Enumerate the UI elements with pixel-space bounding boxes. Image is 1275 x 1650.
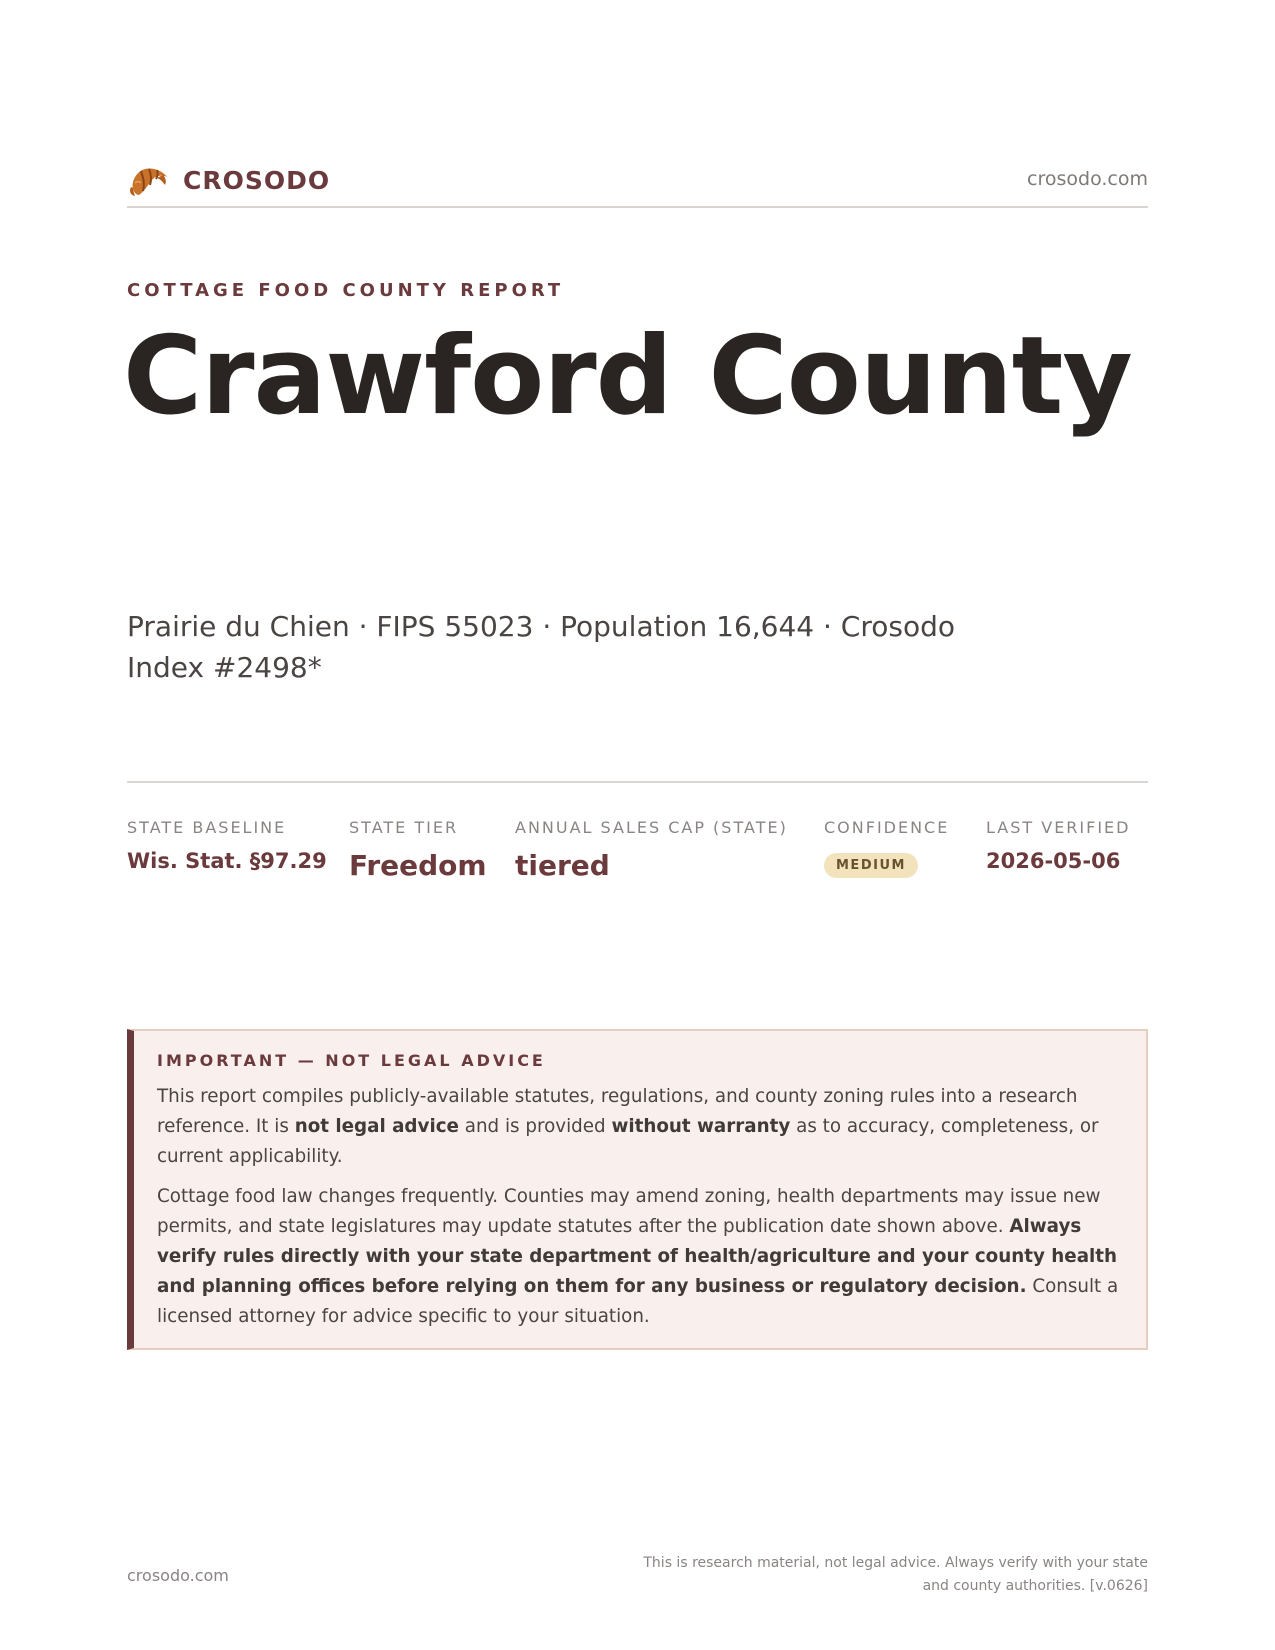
croissant-icon — [127, 161, 171, 199]
notice-emphasis: without warranty — [611, 1116, 791, 1137]
stat-value: Freedom — [349, 849, 487, 882]
stat-label: LAST VERIFIED — [986, 818, 1131, 837]
brand-name: CROSODO — [183, 165, 331, 195]
stat-label: STATE TIER — [349, 818, 459, 837]
site-url[interactable]: crosodo.com — [1027, 168, 1148, 190]
notice-text: as to accuracy, completeness, or current applicability. — [157, 1116, 1099, 1167]
page-header — [127, 158, 1148, 208]
notice-text: Consult a licensed attorney for advice specific to your situation. — [157, 1276, 1119, 1327]
stat-confidence — [824, 818, 949, 878]
stat-state-tier — [349, 818, 487, 882]
stat-label: CONFIDENCE — [824, 818, 950, 837]
footer-disclaimer: This is research material, not legal advice. Always verify with your state and county authorities. [v.0626] — [643, 1555, 1148, 1594]
report-subtitle: Prairie du Chien · FIPS 55023 · Population 16,644 · Crosodo Index #2498* — [127, 610, 956, 684]
report-eyebrow: COTTAGE FOOD COUNTY REPORT — [127, 280, 565, 301]
notice-text: This report compiles publicly-available statutes, regulations, and county zoning rules into a research reference. It is — [157, 1086, 1078, 1137]
page-title: Crawford County — [123, 314, 1132, 439]
notice-paragraph — [157, 1182, 1120, 1332]
stat-value: 2026-05-06 — [986, 849, 1121, 873]
notice-emphasis: not legal advice — [294, 1116, 459, 1137]
notice-text: Cottage food law changes frequently. Counties may amend zoning, health departments may issue new permits, and state legislatures may update statutes after the publication date shown above. — [157, 1186, 1101, 1237]
stat-state-baseline — [127, 818, 327, 873]
notice-paragraph — [157, 1082, 1120, 1172]
notice-title: IMPORTANT — NOT LEGAL ADVICE — [157, 1051, 546, 1070]
stat-label: ANNUAL SALES CAP (STATE) — [515, 818, 788, 837]
stat-last-verified — [986, 818, 1130, 873]
confidence-badge: MEDIUM — [824, 853, 918, 878]
notice-text: and is provided — [458, 1116, 612, 1137]
report-page — [123, 0, 1148, 1650]
legal-notice — [127, 1029, 1148, 1350]
stat-value: tiered — [515, 849, 610, 882]
stat-label: STATE BASELINE — [127, 818, 287, 837]
stat-value: Wis. Stat. §97.29 — [127, 849, 327, 873]
stat-annual-sales-cap — [515, 818, 788, 882]
footer-site-url[interactable]: crosodo.com — [127, 1566, 229, 1585]
divider — [127, 781, 1148, 783]
notice-emphasis: Always verify rules directly with your state department of health/agriculture and your county health and planning offices before relying on them for any business or regulatory decision. — [157, 1216, 1118, 1297]
brand — [127, 162, 330, 198]
stats-row — [127, 818, 1148, 898]
